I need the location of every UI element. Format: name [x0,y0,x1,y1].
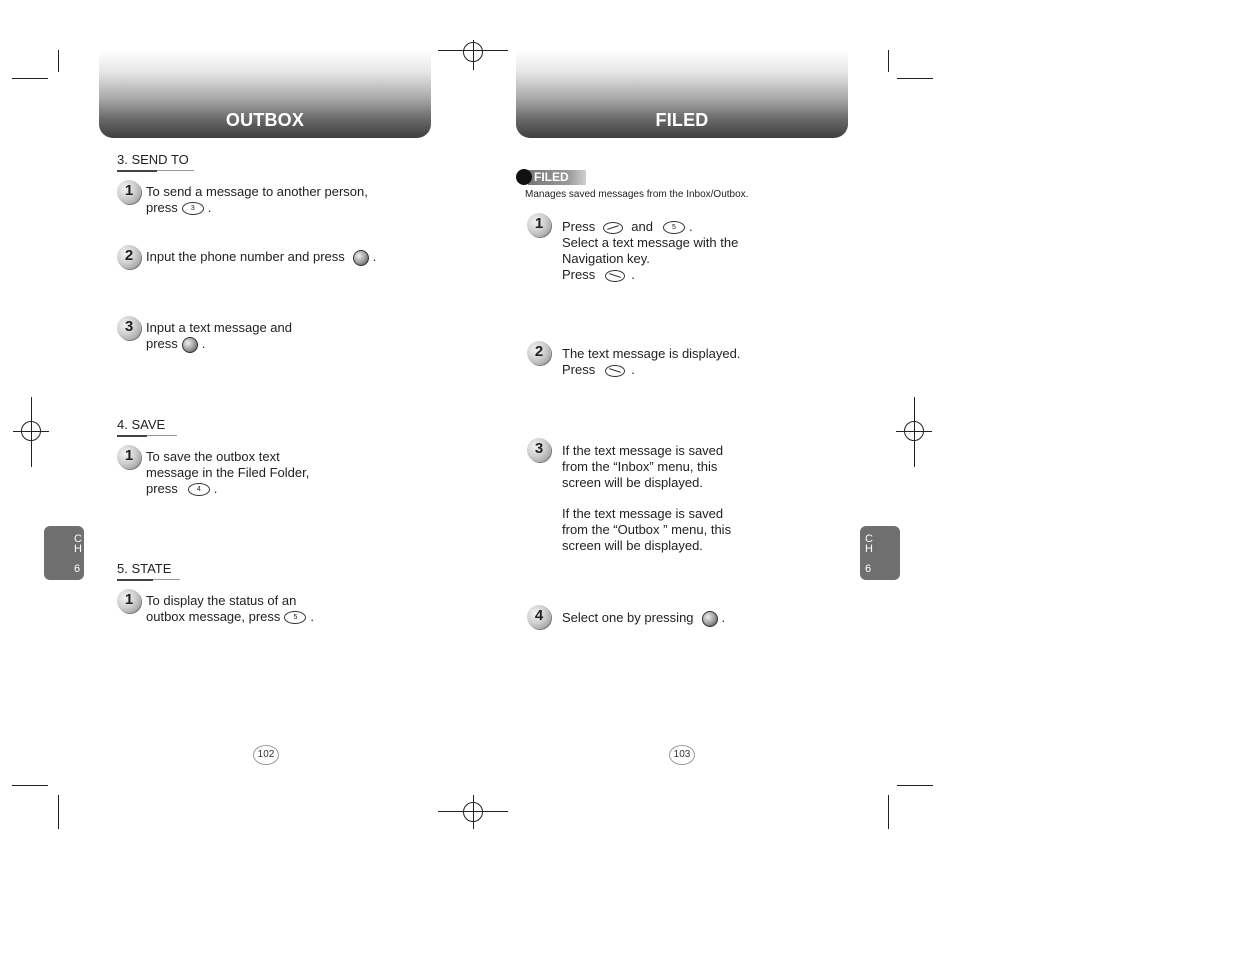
filed-badge: FILED [528,170,586,185]
filed-title: FILED [655,110,709,130]
key-5-icon: 5 [663,221,685,234]
step-text: Select one by pressing . [562,610,726,625]
key-4-icon: 4 [188,483,210,496]
page-number: 103 [669,745,695,765]
soft-key-icon [605,270,625,282]
step-badge: 1 [117,180,141,204]
section-state: 5. STATE [117,561,172,576]
step-badge: 1 [527,213,551,237]
menu-key-icon [603,222,623,234]
step-text: Input a text message and press . [146,320,292,351]
page-number: 102 [253,745,279,765]
filed-header [516,50,848,138]
section-underline [117,579,153,581]
step-badge: 3 [527,438,551,462]
section-underline [147,435,177,436]
step-badge: 3 [117,316,141,340]
section-save: 4. SAVE [117,417,166,432]
step-badge: 2 [527,341,551,365]
bullet-icon [516,169,532,185]
section-underline [117,435,147,437]
step-text: To display the status of an outbox message, press 5 . [146,593,315,624]
section-underline [157,170,194,171]
step-badge: 2 [117,245,141,269]
outbox-title: OUTBOX [225,110,305,130]
key-3-icon: 3 [182,202,204,215]
section-underline [153,579,180,580]
section-underline [117,170,157,172]
section-send-to: 3. SEND TO [117,152,189,167]
filed-intro: Manages saved messages from the Inbox/Outbox. [525,189,749,200]
step-text: If the text message is saved from the “Inbox” menu, this screen will be displayed. If the text message is saved from the “Outbox ” menu, this screen will be displayed. [562,443,732,553]
step-badge: 1 [117,589,141,613]
chapter-tab: C H 6 [860,526,900,580]
outbox-header [99,50,431,138]
step-text: Press and 5 . Select a text message with the Navigation key. Press . [562,219,739,282]
step-text: To send a message to another person, press 3 . [146,184,368,215]
step-text: The text message is displayed. Press . [562,346,741,377]
step-badge: 1 [117,445,141,469]
step-text: To save the outbox text message in the Filed Folder, press 4 . [146,449,310,496]
ok-key-icon [353,250,369,266]
step-badge: 4 [527,605,551,629]
chapter-tab: C H 6 [44,526,84,580]
soft-key-icon [605,365,625,377]
key-5-icon: 5 [284,611,306,624]
ok-key-icon [702,611,718,627]
step-text: Input the phone number and press . [146,249,377,264]
ok-key-icon [182,337,198,353]
